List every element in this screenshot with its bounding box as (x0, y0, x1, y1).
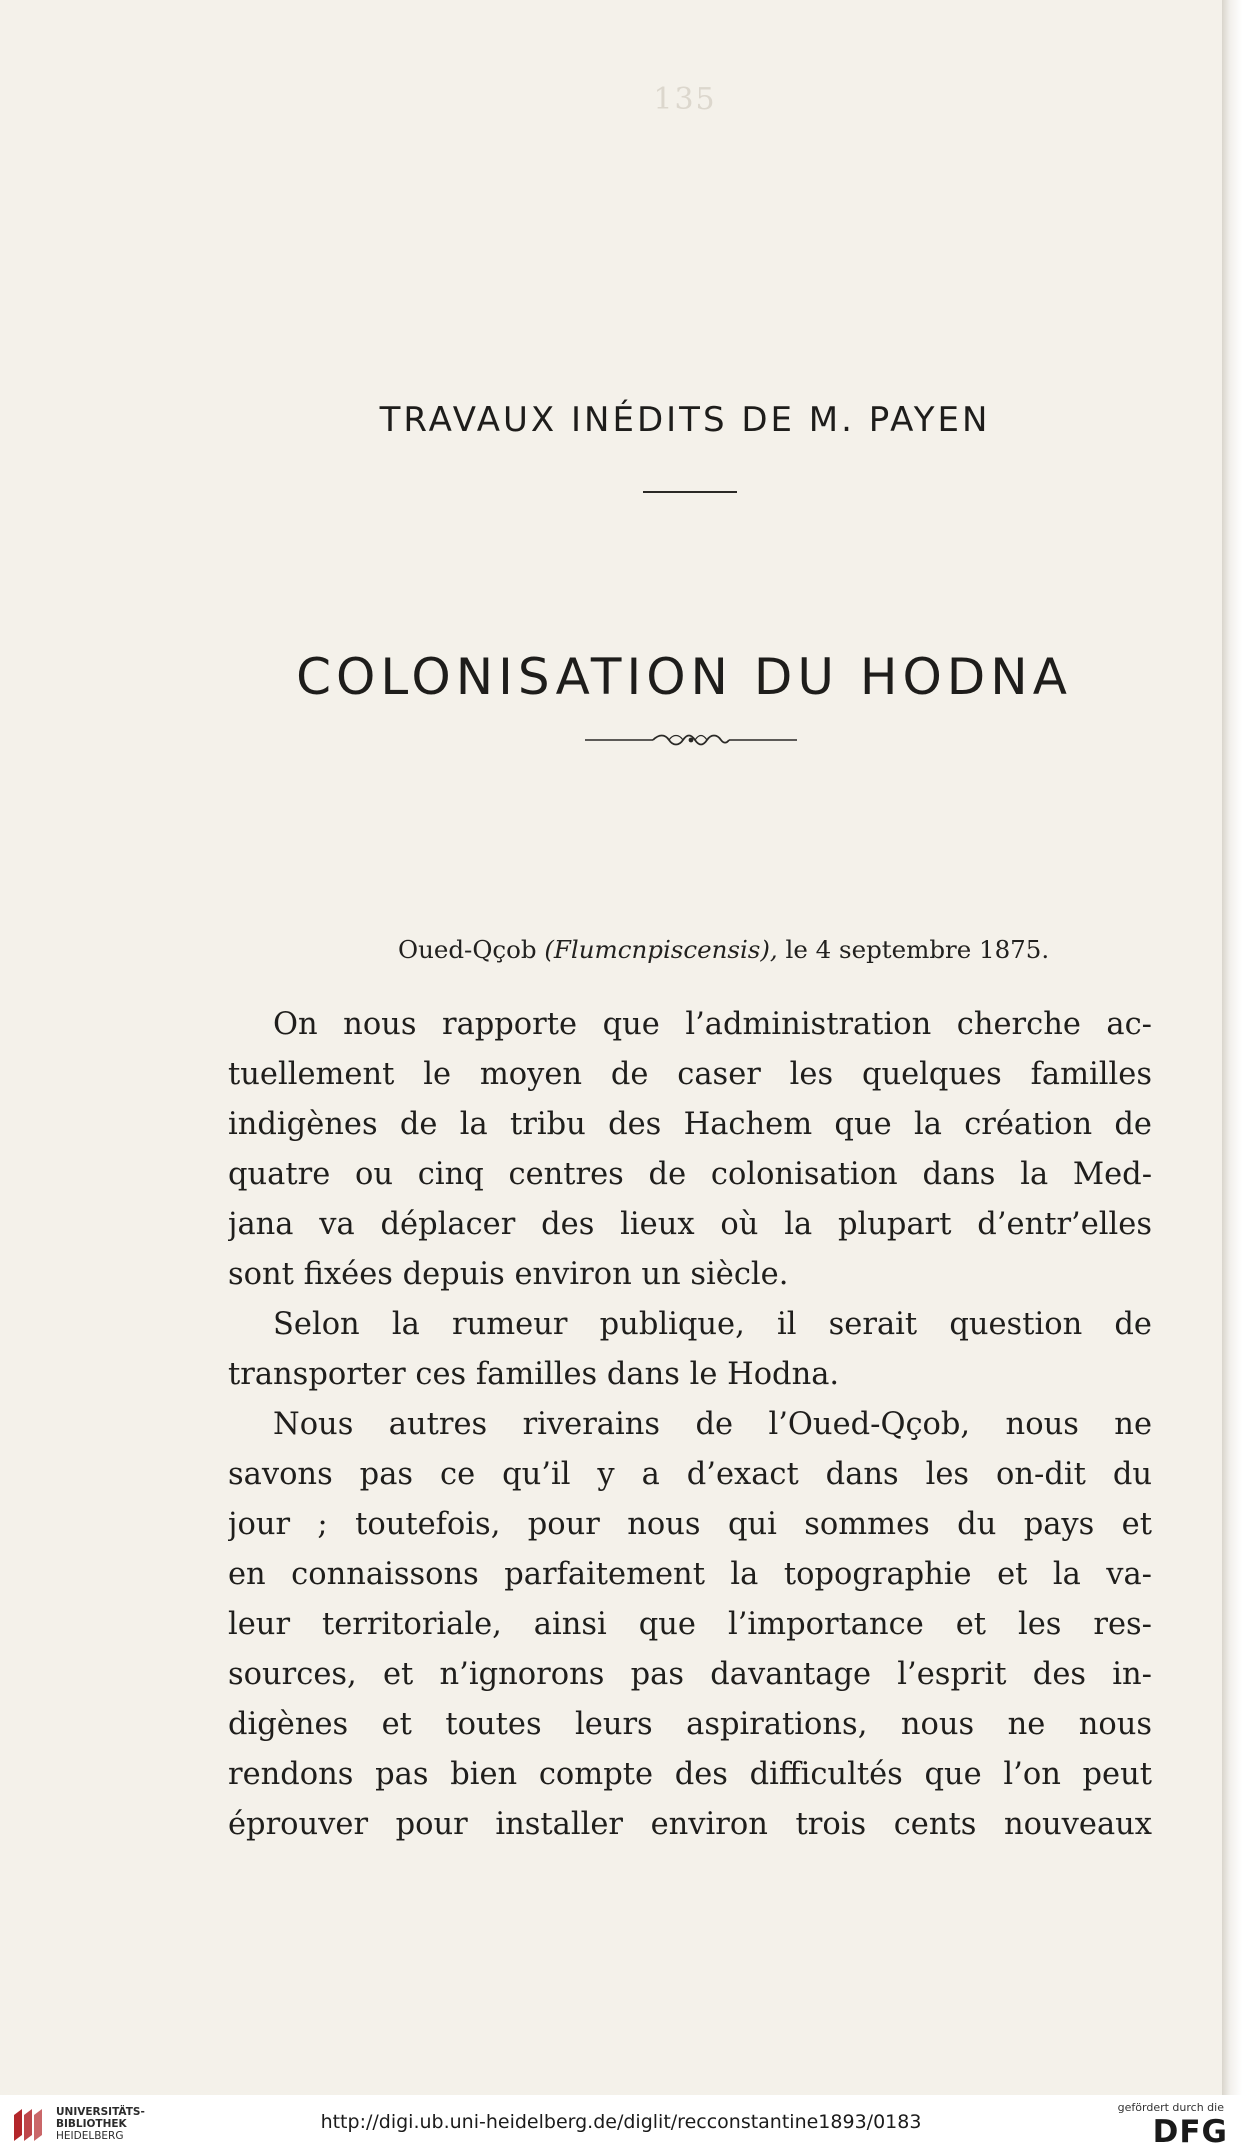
text-line: savons pas ce qu’il y a d’exact dans les on-dit du (228, 1457, 1152, 1492)
text-line: Selon la rumeur publique, il serait question de (273, 1307, 1152, 1342)
text-line: tuellement le moyen de caser les quelques familles (228, 1057, 1152, 1092)
text-line: digènes et toutes leurs aspirations, nous ne nous (228, 1707, 1152, 1742)
text-line: éprouver pour installer environ trois cents nouveaux (228, 1807, 1152, 1842)
paragraph-3 (228, 1400, 1152, 1850)
text-line: transporter ces familles dans le Hodna. (228, 1357, 840, 1392)
show-through-page-number: 135 (653, 82, 717, 117)
text-line: jour ; toutefois, pour nous qui sommes du pays et (228, 1507, 1152, 1542)
dateline-latin-name: (Flumcnpiscensis), (544, 935, 778, 964)
text-line: sont fixées depuis environ un siècle. (228, 1257, 789, 1292)
dateline-date: le 4 septembre 1875. (785, 935, 1050, 964)
library-name-line-1: UNIVERSITÄTS- (56, 2106, 145, 2118)
ornamental-divider-icon (583, 724, 799, 754)
text-line: On nous rapporte que l’administration cherche ac- (273, 1007, 1152, 1042)
running-header: TRAVAUX INÉDITS DE M. PAYEN (379, 400, 991, 440)
dfg-logo[interactable]: DFG (1152, 2114, 1228, 2150)
library-name-line-2: BIBLIOTHEK (56, 2118, 127, 2130)
text-line: leur territoriale, ainsi que l’importance et les res- (228, 1607, 1152, 1642)
chapter-title: COLONISATION DU HODNA (296, 647, 1072, 706)
text-line: sources, et n’ignorons pas davantage l’esprit des in- (228, 1657, 1152, 1692)
dateline (398, 935, 1158, 964)
paragraph-1 (228, 1000, 1152, 1300)
page-edge-shadow (1222, 0, 1242, 2095)
dateline-place: Oued-Qçob (398, 935, 537, 964)
permalink-url[interactable]: http://digi.ub.uni-heidelberg.de/diglit/recconstantine1893/0183 (320, 2111, 922, 2133)
body-text (228, 1000, 1152, 1850)
funding-note: gefördert durch die (1117, 2101, 1224, 2114)
paragraph-2 (228, 1300, 1152, 1400)
header-rule (643, 491, 737, 493)
text-line: quatre ou cinq centres de colonisation dans la Med- (228, 1157, 1152, 1192)
text-line: rendons pas bien compte des difficultés que l’on peut (228, 1757, 1152, 1792)
text-line: Nous autres riverains de l’Oued-Qçob, nous ne (273, 1407, 1152, 1442)
library-name-line-3: HEIDELBERG (56, 2130, 124, 2142)
text-line: jana va déplacer des lieux où la plupart d’entr’elles (228, 1207, 1152, 1242)
text-line: en connaissons parfaitement la topographie et la va- (228, 1557, 1152, 1592)
text-line: indigènes de la tribu des Hachem que la création de (228, 1107, 1152, 1142)
